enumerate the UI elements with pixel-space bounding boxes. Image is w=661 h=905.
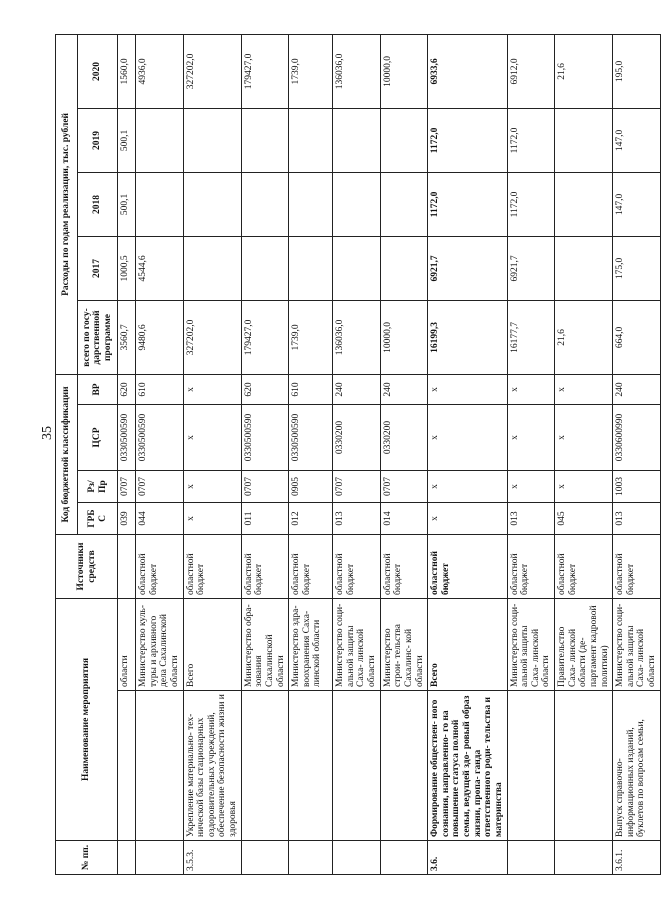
cell-executor: Министерство куль- туры и архивного дела Сахалинской области [136,598,184,690]
cell-csr: х [555,404,613,470]
cell-csr: 0330500590 [118,404,136,470]
cell-total: 9480,6 [136,300,184,374]
cell-name [380,691,428,841]
header-2020: 2020 [78,34,118,108]
cell-name: Укрепление материально- тех- нической базы стационарных оздоровительных учреждений, обеспечение безопасности жизни и здоровья [183,691,241,841]
cell-rzpr: 0707 [136,470,184,502]
cell-total: 136036,0 [333,300,381,374]
cell-2018: 1172,0 [507,172,555,236]
cell-vr: х [428,374,507,404]
cell-source: областной бюджет [507,534,555,598]
cell-num: 3.6. [428,841,507,875]
table-row [555,34,613,874]
cell-executor: Всего [183,598,241,690]
cell-csr: 0330200 [333,404,381,470]
cell-num: 3.5.3. [183,841,241,875]
table-row [241,34,289,874]
table-body [118,34,661,874]
cell-2020: 4936,0 [136,34,184,108]
cell-total: 3560,7 [118,300,136,374]
cell-rzpr: 1003 [613,470,661,502]
cell-grbs: 013 [333,502,381,534]
cell-num [136,841,184,875]
cell-rzpr: 0707 [333,470,381,502]
cell-rzpr: х [428,470,507,502]
cell-csr: х [428,404,507,470]
cell-name [507,691,555,841]
table-row [613,34,661,874]
cell-2020: 6933,6 [428,34,507,108]
table-row [136,34,184,874]
cell-num: 3.6.1. [613,841,661,875]
cell-grbs: х [428,502,507,534]
cell-name: Формирование обществен- ного сознания, направленно- го на повышение статуса полной семьи, ведущей здо- ровый образ жизни, пропа- ганда ответственного роди- тельства и материнства [428,691,507,841]
cell-csr: 0330500590 [136,404,184,470]
header-code-group: Код бюджетной классификации [56,374,78,534]
cell-num [380,841,428,875]
cell-rzpr: 0707 [241,470,289,502]
cell-grbs: 012 [289,502,333,534]
cell-executor: Министерство здра- воохранения Саха- линской области [289,598,333,690]
cell-source: областной бюджет [136,534,184,598]
cell-executor: Министерство соци- альной защиты Саха- линской области [507,598,555,690]
cell-rzpr: 0707 [380,470,428,502]
cell-2020: 10000,0 [380,34,428,108]
header-name: Наименование мероприятия [56,598,118,840]
cell-csr: 0330500590 [289,404,333,470]
cell-2017 [289,236,333,300]
cell-vr: 240 [333,374,381,404]
header-2017: 2017 [78,236,118,300]
cell-source: областной бюджет [183,534,241,598]
cell-executor: Министерство соци- альной защиты Саха- линской области [333,598,381,690]
table-row [428,34,507,874]
cell-vr: 240 [380,374,428,404]
cell-2018 [289,172,333,236]
cell-total: 1739,0 [289,300,333,374]
header-grbs: ГРБ С [78,502,118,534]
cell-2017 [241,236,289,300]
cell-grbs: 014 [380,502,428,534]
cell-2019: 147,0 [613,108,661,172]
cell-source: областной бюджет [613,534,661,598]
cell-source: областной бюджет [333,534,381,598]
cell-vr: 240 [613,374,661,404]
cell-csr: 0330200 [380,404,428,470]
cell-num [507,841,555,875]
cell-2018 [241,172,289,236]
table-row [183,34,241,874]
cell-rzpr: 0707 [118,470,136,502]
cell-source: областной бюджет [241,534,289,598]
cell-2020: 21,6 [555,34,613,108]
cell-2018 [333,172,381,236]
cell-executor: Министерство обра- зования Сахалинской области [241,598,289,690]
cell-num [333,841,381,875]
page-number: 35 [40,426,55,440]
cell-rzpr: х [183,470,241,502]
cell-2018 [380,172,428,236]
cell-source: областной бюджет [428,534,507,598]
cell-2020: 6912,0 [507,34,555,108]
cell-executor: Всего [428,598,507,690]
cell-2017 [183,236,241,300]
cell-total: 179427,0 [241,300,289,374]
cell-name [333,691,381,841]
cell-2019: 1172,0 [507,108,555,172]
cell-grbs: 013 [507,502,555,534]
cell-total: 16199,3 [428,300,507,374]
cell-2018 [555,172,613,236]
table-row [118,34,136,874]
cell-source: областной бюджет [380,534,428,598]
cell-2017 [380,236,428,300]
cell-2018: 147,0 [613,172,661,236]
cell-num [241,841,289,875]
cell-source: областной бюджет [555,534,613,598]
cell-2020: 136036,0 [333,34,381,108]
cell-vr: 610 [136,374,184,404]
cell-csr: х [183,404,241,470]
cell-2019 [289,108,333,172]
cell-total: 16177,7 [507,300,555,374]
cell-2020: 179427,0 [241,34,289,108]
cell-2017: 6921,7 [507,236,555,300]
cell-executor: Правительство Саха- линской области (де- партамент кадровой политики) [555,598,613,690]
cell-2019 [136,108,184,172]
cell-vr: 620 [118,374,136,404]
cell-total: 327202,0 [183,300,241,374]
cell-rzpr: х [507,470,555,502]
cell-2019 [183,108,241,172]
cell-csr: 0330600990 [613,404,661,470]
cell-grbs: 013 [613,502,661,534]
cell-2018: 1172,0 [428,172,507,236]
cell-2017: 6921,7 [428,236,507,300]
cell-2020: 1739,0 [289,34,333,108]
cell-grbs: 044 [136,502,184,534]
header-expenses-group: Расходы по годам реализации, тыс. рублей [56,34,78,374]
cell-2019 [333,108,381,172]
cell-2018 [183,172,241,236]
cell-executor: Министерство строи- тельства Сахалинс- кой области [380,598,428,690]
header-vr: ВР [78,374,118,404]
cell-vr: х [507,374,555,404]
header-2019: 2019 [78,108,118,172]
cell-csr: 0330500590 [241,404,289,470]
header-num: № пп. [56,841,118,875]
cell-total: 10000,0 [380,300,428,374]
cell-name [555,691,613,841]
cell-num [555,841,613,875]
cell-2020: 327202,0 [183,34,241,108]
header-2018: 2018 [78,172,118,236]
cell-grbs: 045 [555,502,613,534]
cell-2017: 4544,6 [136,236,184,300]
cell-vr: 620 [241,374,289,404]
cell-vr: х [183,374,241,404]
cell-executor: Министерство соци- альной защиты Саха- линской области [613,598,661,690]
cell-name [289,691,333,841]
header-rzpr: Рз/ Пр [78,470,118,502]
table-row [380,34,428,874]
header-csr: ЦСР [78,404,118,470]
cell-2019: 1172,0 [428,108,507,172]
cell-name [118,691,136,841]
cell-total: 21,6 [555,300,613,374]
cell-grbs: 039 [118,502,136,534]
cell-2019 [241,108,289,172]
cell-2017: 1000,5 [118,236,136,300]
budget-table [55,34,661,875]
cell-name: Выпуск справочно- информационных изданий, буклетов по вопросам семьи, [613,691,661,841]
cell-2018 [136,172,184,236]
cell-2017: 175,0 [613,236,661,300]
table-row [289,34,333,874]
budget-table-rotated [55,35,657,875]
table-row [333,34,381,874]
header-sources: Источники средств [56,534,118,598]
cell-2019 [555,108,613,172]
header-total: всего по госу- дарственной программе [78,300,118,374]
cell-2019 [380,108,428,172]
cell-source [118,534,136,598]
cell-vr: 610 [289,374,333,404]
cell-num [118,841,136,875]
cell-name [136,691,184,841]
cell-grbs: х [183,502,241,534]
cell-executor: области [118,598,136,690]
cell-2017 [555,236,613,300]
cell-2017 [333,236,381,300]
cell-rzpr: х [555,470,613,502]
table-row [507,34,555,874]
cell-rzpr: 0905 [289,470,333,502]
cell-2019: 500,1 [118,108,136,172]
cell-2020: 195,0 [613,34,661,108]
cell-name [241,691,289,841]
cell-grbs: 011 [241,502,289,534]
cell-source: областной бюджет [289,534,333,598]
cell-2020: 1560,0 [118,34,136,108]
cell-vr: х [555,374,613,404]
cell-csr: х [507,404,555,470]
cell-total: 664,0 [613,300,661,374]
cell-num [289,841,333,875]
cell-2018: 500,1 [118,172,136,236]
